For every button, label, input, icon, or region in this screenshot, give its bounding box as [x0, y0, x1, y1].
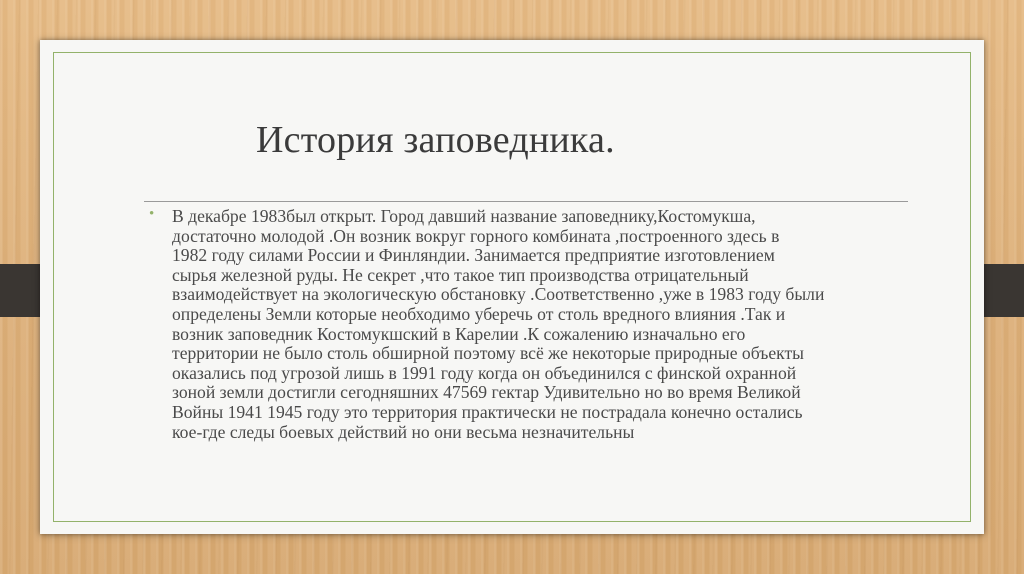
- body-line: кое-где следы боевых действий но они весьма незначительны: [172, 421, 635, 442]
- body-line: зоной земли достигли сегодняшних 47569 гектар Удивительно но во время Великой: [172, 382, 801, 403]
- body-line: сырья железной руды. Не секрет ,что такое тип производства отрицательный: [172, 264, 749, 285]
- bullet-icon: •: [149, 206, 155, 222]
- body-line: определены Земли которые необходимо уберечь от столь вредного влияния .Так и: [172, 303, 786, 324]
- body-line: оказались под угрозой лишь в 1991 году когда он объединился с финской охранной: [172, 362, 797, 383]
- body-line: 1982 году силами России и Финляндии. Занимается предприятие изготовлением: [172, 245, 775, 266]
- title-divider: [144, 201, 908, 202]
- body-line: территории не было столь обширной поэтому всё же некоторые природные объекты: [172, 343, 804, 364]
- body-line: взаимодействует на экологическую обстановку .Соответственно ,уже в 1983 году были: [172, 284, 825, 305]
- slide-body-text: [172, 207, 922, 442]
- slide-card: [40, 40, 984, 534]
- body-line: достаточно молодой .Он возник вокруг горного комбината ,построенного здесь в: [172, 225, 780, 246]
- slide-title: История заповедника.: [256, 119, 615, 161]
- body-line: Войны 1941 1945 году это территория практически не пострадала конечно остались: [172, 401, 803, 422]
- body-line: В декабре 1983был открыт. Город давший название заповеднику,Костомукша,: [172, 206, 756, 226]
- body-line: возник заповедник Костомукшский в Карелии .К сожалению изначально его: [172, 323, 746, 344]
